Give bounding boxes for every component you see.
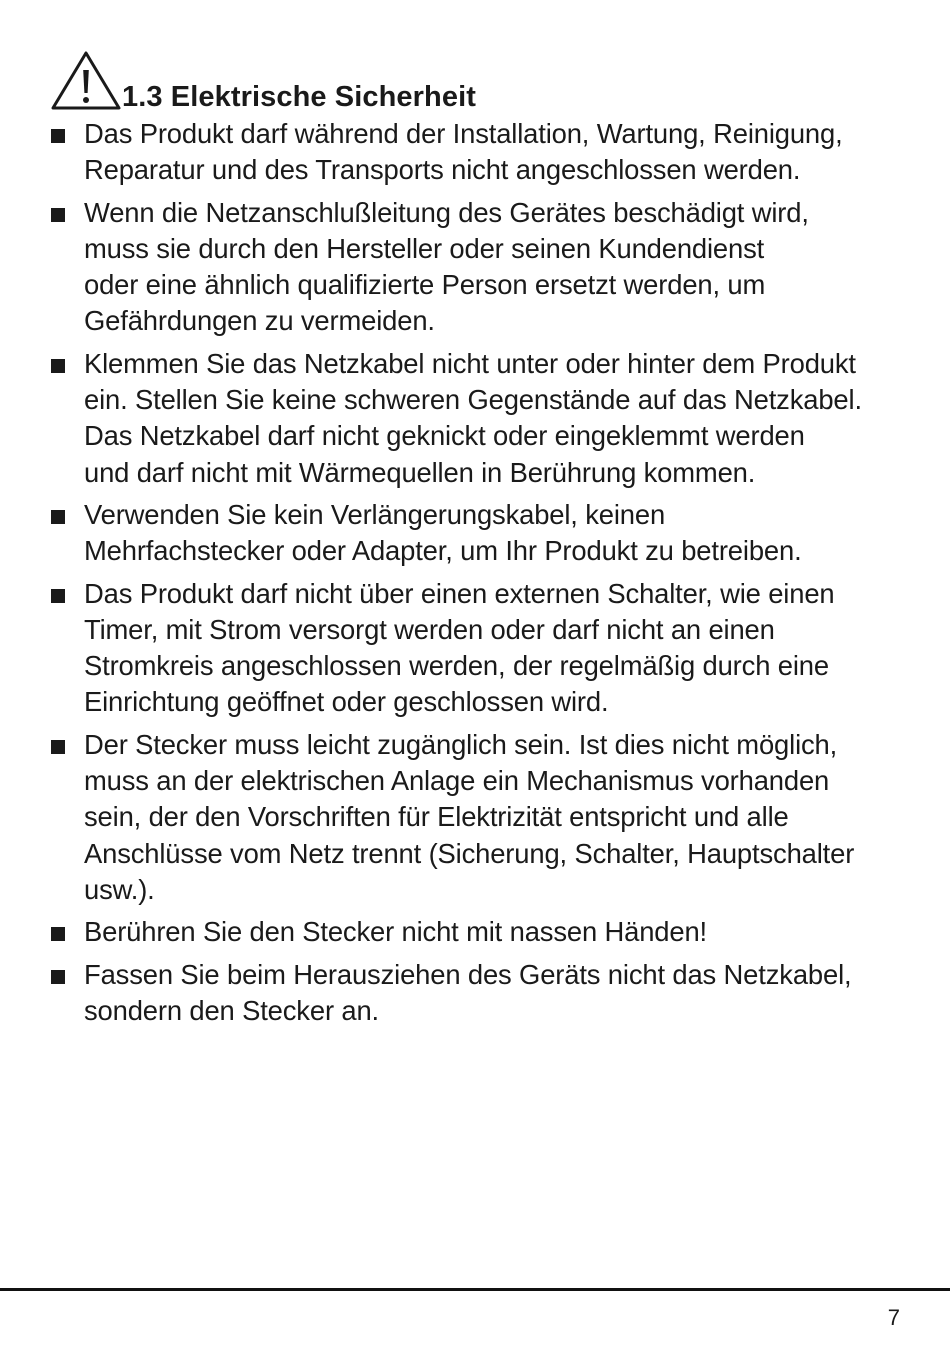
bullet-square-icon (51, 589, 65, 603)
bullet-square-icon (51, 510, 65, 524)
list-item-text: Klemmen Sie das Netzkabel nicht unter oder hinter dem Produkt ein. Stellen Sie keine schweren Gegenstände auf das Netzkabel. Das Netzkabel darf nicht geknickt oder eingeklemmt werden und darf nicht mit Wärmequellen in Berührung kommen. (84, 347, 862, 488)
list-item (50, 497, 910, 570)
section-heading (50, 50, 476, 112)
bullet-square-icon (51, 129, 65, 143)
warning-triangle-icon (50, 50, 122, 112)
list-item (50, 195, 910, 340)
list-item-text: Der Stecker muss leicht zugänglich sein. Ist dies nicht möglich, muss an der elektrischen Anlage ein Mechanismus vorhanden sein, der den Vorschriften für Elektrizität entspricht und alle Anschlüsse vom Netz trennt (Sicherung, Schalter, Hauptschalter usw.). (84, 728, 855, 905)
footer-divider (0, 1288, 950, 1291)
list-item (50, 914, 910, 950)
list-item (50, 576, 910, 721)
list-item (50, 727, 910, 908)
bullet-square-icon (51, 927, 65, 941)
list-item (50, 957, 910, 1030)
bullet-square-icon (51, 970, 65, 984)
list-item-text: Wenn die Netzanschlußleitung des Gerätes beschädigt wird, muss sie durch den Hersteller oder seinen Kundendienst oder eine ähnlich qualifizierte Person ersetzt werden, um Gefährdungen zu vermeiden. (84, 196, 809, 337)
list-item-text: Das Produkt darf nicht über einen externen Schalter, wie einen Timer, mit Strom versorgt werden oder darf nicht an einen Stromkreis angeschlossen werden, der regelmäßig durch eine Einrichtung geöffnet oder geschlossen wird. (84, 577, 835, 718)
list-item (50, 346, 910, 491)
bullet-square-icon (51, 359, 65, 373)
page-number: 7 (887, 1305, 900, 1330)
section-title: 1.3 Elektrische Sicherheit (122, 81, 476, 113)
list-item (50, 116, 910, 189)
bullet-square-icon (51, 208, 65, 222)
list-item-text: Verwenden Sie kein Verlängerungskabel, keinen Mehrfachstecker oder Adapter, um Ihr Produkt zu betreiben. (84, 498, 802, 567)
list-item-text: Das Produkt darf während der Installation, Wartung, Reinigung, Reparatur und des Transports nicht angeschlossen werden. (84, 118, 843, 186)
safety-instructions-list (50, 116, 910, 1035)
list-item-text: Berühren Sie den Stecker nicht mit nassen Händen! (84, 916, 707, 948)
bullet-square-icon (51, 740, 65, 754)
list-item-text: Fassen Sie beim Herausziehen des Geräts nicht das Netzkabel, sondern den Stecker an. (84, 958, 852, 1026)
